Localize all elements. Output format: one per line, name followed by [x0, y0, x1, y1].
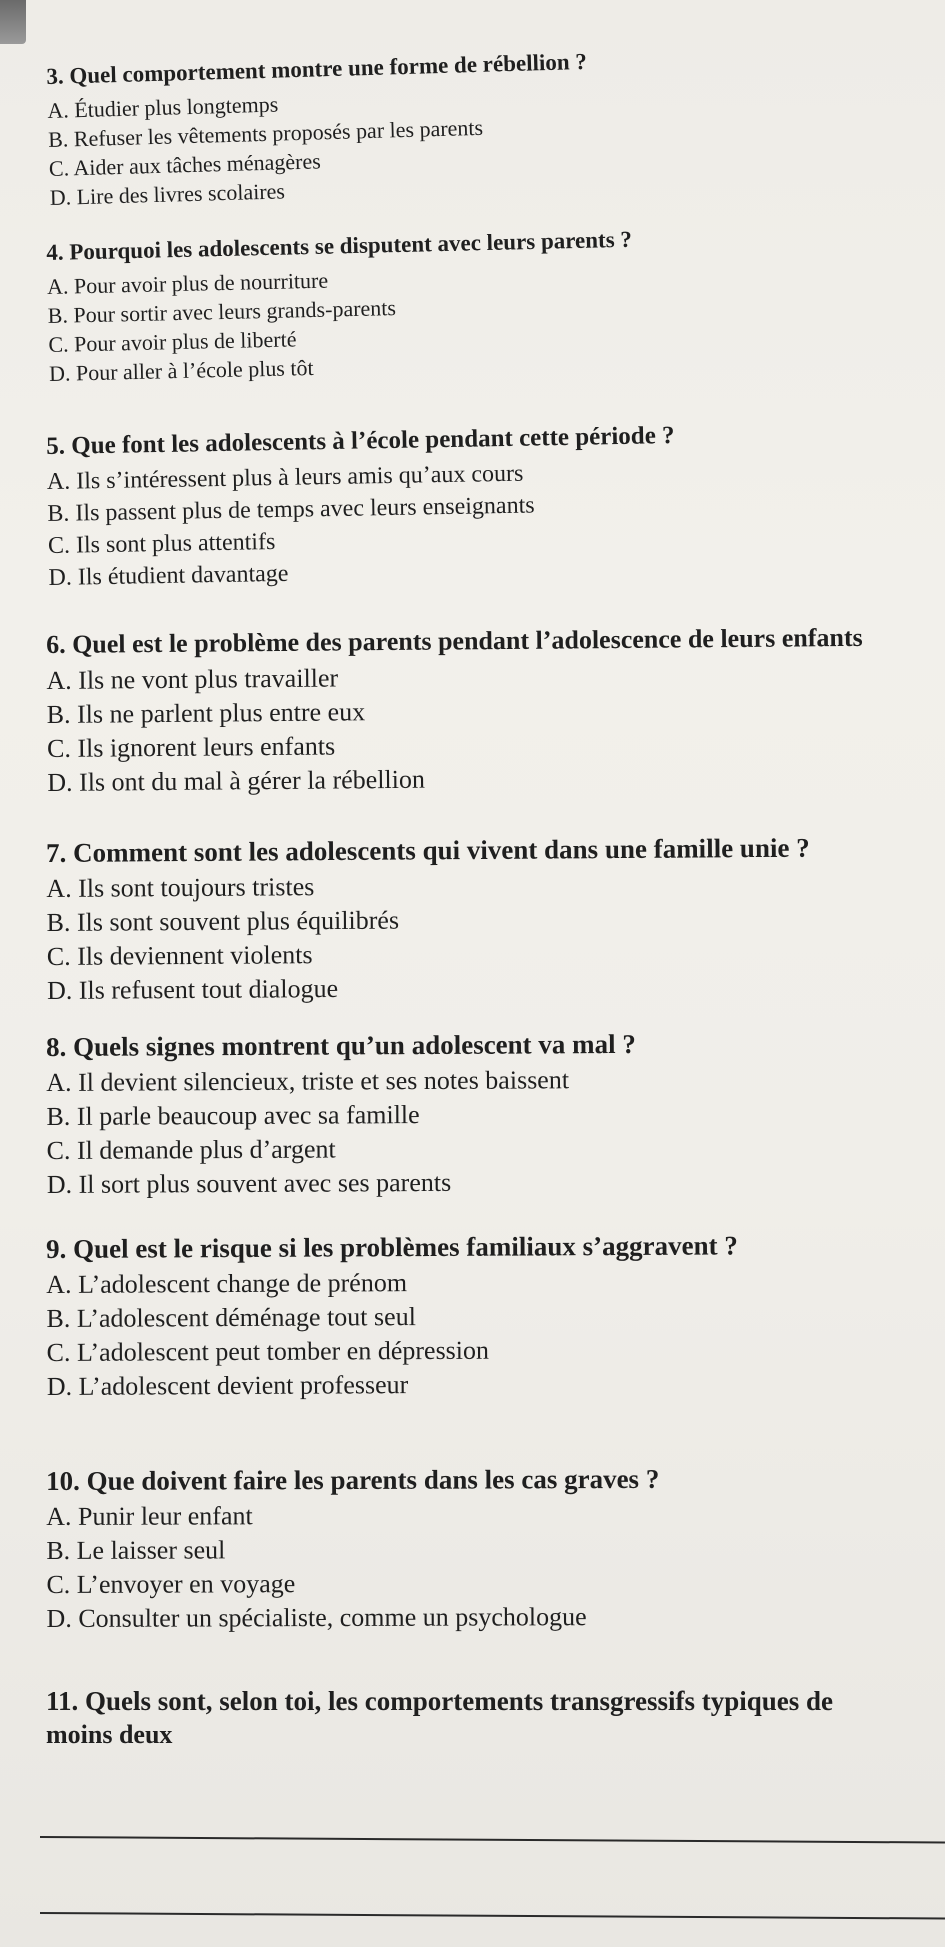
- option-b: B. Il parle beaucoup avec sa famille: [46, 1100, 420, 1131]
- option-a: A. Punir leur enfant: [46, 1501, 253, 1531]
- option-b: B. Ils ne parlent plus entre eux: [46, 697, 366, 729]
- question-title: 3. Quel comportement montre une forme de rébellion ?: [46, 48, 588, 89]
- option-a: A. Étudier plus longtemps: [47, 91, 279, 123]
- option-b: B. Le laisser seul: [46, 1535, 226, 1565]
- question-11: [46, 1686, 926, 1750]
- option-c: C. Il demande plus d’argent: [46, 1134, 336, 1165]
- question-8: [46, 1027, 927, 1202]
- question-9: [46, 1229, 927, 1404]
- answer-line-2[interactable]: [40, 1912, 945, 1920]
- question-title-continuation: moins deux: [46, 1720, 173, 1749]
- option-a: A. Ils sont toujours tristes: [46, 872, 315, 903]
- question-3: [46, 37, 930, 212]
- option-a: A. Ils ne vont plus travailler: [46, 663, 339, 695]
- option-c: C. Ils sont plus attentifs: [47, 529, 276, 559]
- option-d: D. Pour aller à l’école plus tôt: [48, 354, 314, 386]
- option-a: A. Il devient silencieux, triste et ses notes baissent: [46, 1065, 570, 1097]
- question-title: 5. Que font les adolescents à l’école pendant cette période ?: [46, 422, 675, 460]
- option-b: B. Ils passent plus de temps avec leurs enseignants: [47, 492, 535, 527]
- option-b: B. Pour sortir avec leurs grands-parents: [47, 295, 397, 328]
- question-10: [46, 1463, 927, 1636]
- option-c: C. L’envoyer en voyage: [46, 1569, 296, 1599]
- option-d: D. Il sort plus souvent avec ses parents: [46, 1167, 452, 1199]
- option-c: C. L’adolescent peut tomber en dépression: [46, 1335, 490, 1367]
- option-d: D. Ils refusent tout dialogue: [46, 973, 339, 1005]
- option-c: C. Aider aux tâches ménagères: [48, 148, 322, 181]
- question-4: [46, 218, 929, 388]
- option-d: D. Ils étudient davantage: [48, 560, 289, 591]
- question-title: 10. Que doivent faire les parents dans les cas graves ?: [46, 1463, 660, 1496]
- option-d: D. L’adolescent devient professeur: [46, 1370, 409, 1401]
- question-title: 7. Comment sont les adolescents qui vivent dans une famille unie ?: [46, 832, 810, 868]
- question-6: [46, 622, 927, 800]
- page-corner-shadow: [0, 0, 26, 44]
- answer-line-1[interactable]: [40, 1836, 945, 1844]
- option-d: D. Consulter un spécialiste, comme un psychologue: [46, 1602, 587, 1633]
- option-a: A. L’adolescent change de prénom: [46, 1268, 408, 1299]
- question-title: 9. Quel est le risque si les problèmes familiaux s’aggravent ?: [46, 1230, 738, 1264]
- option-c: C. Ils deviennent violents: [46, 940, 313, 971]
- question-5: [46, 417, 929, 594]
- option-a: A. Pour avoir plus de nourriture: [46, 267, 329, 299]
- question-title: 6. Quel est le problème des parents pendant l’adolescence de leurs enfants: [46, 622, 863, 659]
- option-a: A. Ils s’intéressent plus à leurs amis qu’aux cours: [46, 460, 524, 495]
- option-d: D. Lire des livres scolaires: [49, 178, 286, 210]
- question-title: 11. Quels sont, selon toi, les comportements transgressifs typiques de: [46, 1686, 833, 1716]
- option-c: C. Pour avoir plus de liberté: [48, 326, 297, 357]
- option-b: B. L’adolescent déménage tout seul: [46, 1302, 416, 1333]
- option-b: B. Ils sont souvent plus équilibrés: [46, 905, 400, 937]
- question-title: 4. Pourquoi les adolescents se disputent avec leurs parents ?: [46, 226, 633, 265]
- question-7: [46, 832, 927, 1008]
- option-b: B. Refuser les vêtements proposés par les parents: [47, 114, 484, 152]
- option-c: C. Ils ignorent leurs enfants: [46, 731, 336, 763]
- question-title: 8. Quels signes montrent qu’un adolescent va mal ?: [46, 1028, 636, 1062]
- option-d: D. Ils ont du mal à gérer la rébellion: [47, 764, 426, 797]
